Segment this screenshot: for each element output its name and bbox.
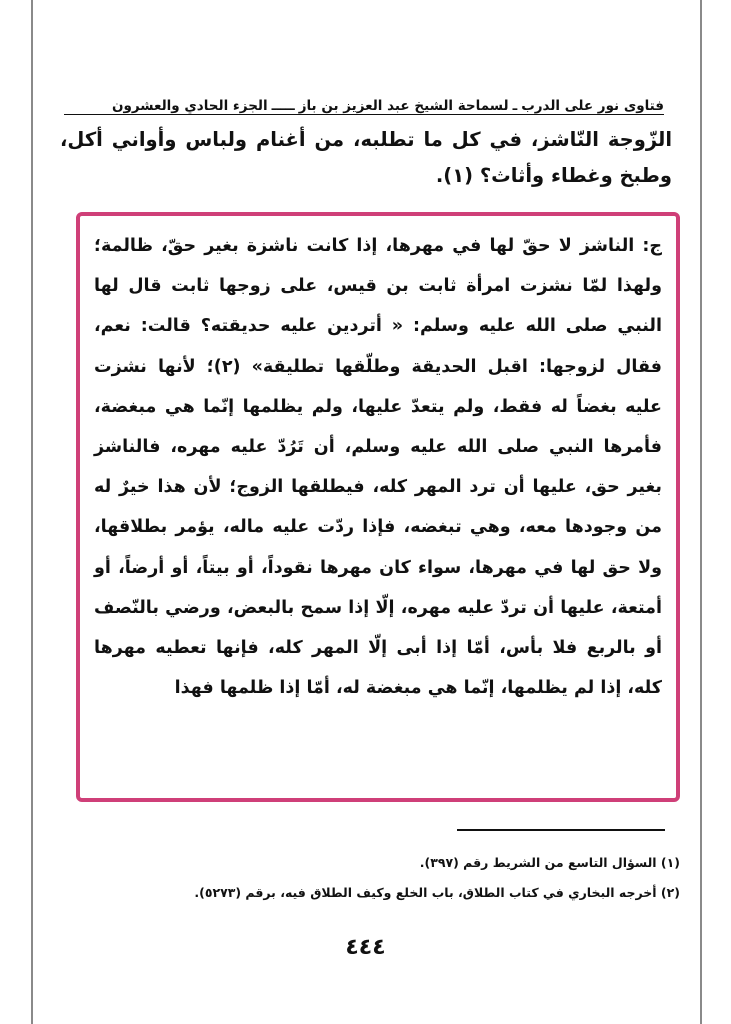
question-continuation: الزّوجة النّاشز، في كل ما تطلبه، من أغنام ولباس وأواني أكل، وطبخ وغطاء وأثاث؟ (١). — [60, 128, 672, 187]
footnotes — [60, 848, 680, 908]
page-edge-left — [31, 0, 33, 1024]
book-title: فتاوى نور على الدرب — [521, 98, 664, 114]
page-number: ٤٤٤ — [345, 935, 386, 960]
running-header — [64, 88, 664, 115]
page-edge-right — [700, 0, 702, 1024]
header-separator: ـــــ — [271, 98, 295, 114]
footnote-1: (١) السؤال التاسع من الشريط رقم (٣٩٧). — [419, 855, 680, 870]
highlighted-answer-box — [76, 212, 680, 802]
answer-paragraph: ج: الناشز لا حقّ لها في مهرها، إذا كانت ناشزة بغير حقّ، ظالمة؛ ولهذا لمّا نشزت امرأة ثابت بن قيس، على زوجها ثابت قال لها النبي صلى الله عليه وسلم: « أتردين عليه حديقته؟ قالت: نعم، فقال لزوجها: اقبل الحديقة وطلّقها تطليقة» (٢)؛ لأنها نشزت عليه بغضاً له فقط، ولم يتعدّ عليها، ولم يظلمها إنّما هي مبغضة، فأمرها النبي صلى الله عليه وسلم، أن تَرُدّ عليه مهره، فالناشز بغير حق، عليها أن ترد المهر كله، فيطلقها الزوج؛ لأن هذا خيرٌ له من وجودها معه، وهي تبغضه، فإذا ردّت عليه ماله، يؤمر بطلاقها، ولا حق لها في مهرها، سواء كان مهرها نقوداً، أو بيتاً، أو أرضاً، أو أمتعة، عليها أن تردّ عليه مهره، إلّا إذا سمح بالبعض، ورضي بالنّصف أو بالربع فلا بأس، أمّا إذا أبى إلّا المهر كله، فإنها تعطيه مهرها كله، إذا لم يظلمها، إنّما هي مبغضة له، أمّا إذا ظلمها فهذا — [94, 236, 662, 699]
header-separator: ـ — [512, 98, 518, 114]
author-name: لسماحة الشيخ عبد العزيز بن باز — [298, 98, 509, 114]
footnote-divider — [457, 829, 665, 831]
volume-title: الجزء الحادي والعشرون — [111, 98, 268, 114]
footnote-2: (٢) أخرجه البخاري في كتاب الطلاق، باب الخلع وكيف الطلاق فيه، برقم (٥٢٧٣). — [194, 885, 680, 900]
